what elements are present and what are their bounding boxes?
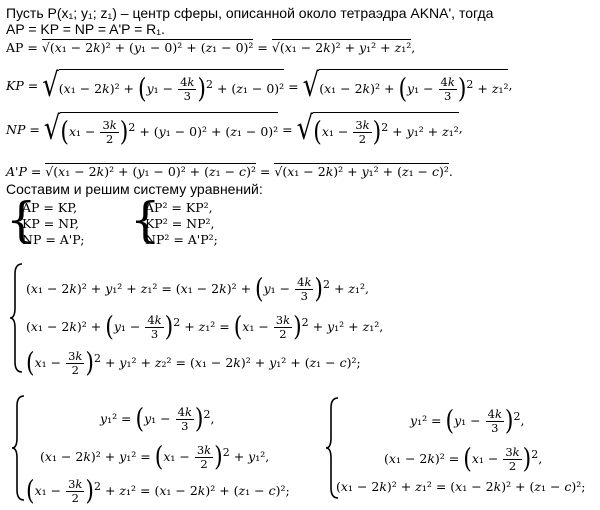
- system3-brace: [10, 394, 26, 502]
- system2-eq-1: (x₁ − 2k)² + y₁² + z₁² = (x₁ − 2k)² + (y₁ − $\frac{4k}{3}$ )2 + z₁²,: [26, 273, 370, 305]
- system2-eq-3: (x₁ − $\frac{3k}{2}$ )2 + y₁² + z₂² = (x₁ − 2k)² + y₁² + (z₁ − c)²;: [26, 347, 361, 379]
- system2-brace: [8, 262, 24, 374]
- system-intro: Составим и решим систему уравнений:: [6, 181, 263, 197]
- system1-right-eq-2: KP² = NP²,: [145, 216, 215, 231]
- system1-right-brace: {: [130, 192, 161, 248]
- system1-right-eq-3: NP² = A'P²;: [145, 232, 218, 247]
- system4-eq-1: y₁² = (y₁ − $\frac{4k}{3}$ )2,: [410, 405, 525, 437]
- system1-right-eq-1: AP² = KP²,: [145, 200, 213, 215]
- system3-eq-3: (x₁ − $\frac{3k}{2}$ )2 + z₁² = (x₁ − 2k)² + (z₁ − c)²;: [26, 475, 290, 507]
- equation-a1p: A'P = √(x₁ − 2k)² + (y₁ − 0)² + (z₁ − c)² = √(x₁ − 2k)² + y₁² + (z₁ − c)².: [6, 164, 453, 179]
- system4-eq-2: (x₁ − 2k)² = (x₁ − $\frac{3k}{2}$ )2,: [384, 443, 543, 475]
- system1-left-brace: {: [6, 192, 37, 248]
- system2-eq-2: (x₁ − 2k)² + (y₁ − $\frac{4k}{3}$ )2 + z₁² = (x₁ − $\frac{3k}{2}$ )2 + y₁² + z₁²,: [26, 311, 384, 343]
- system1-left-eq-3: NP = A'P;: [22, 232, 85, 247]
- system3-eq-1: y₁² = (y₁ − $\frac{4k}{3}$ )2,: [100, 403, 215, 435]
- intro-line-2: AP = KP = NP = A'P = R₁.: [6, 21, 165, 37]
- equation-ap: AP = √(x₁ − 2k)² + (y₁ − 0)² + (z₁ − 0)² = √(x₁ − 2k)² + y₁² + z₁²,: [6, 40, 416, 55]
- equation-kp: KP = √(x₁ − 2k)² + (y₁ − $\frac{4k}{3}$ )2 + (z₁ − 0)² = √(x₁ − 2k)² + (y₁ − $\frac{4k}{3}$ )2 + z₁²,: [6, 67, 513, 105]
- intro-line-1: Пусть P(x₁; y₁; z₁) – центр сферы, описанной около тетраэдра AKNA', тогда: [6, 5, 494, 21]
- system3-eq-2: (x₁ − 2k)² + y₁² = (x₁ − $\frac{3k}{2}$ )2 + y₁²,: [40, 441, 270, 473]
- system1-left-eq-2: KP = NP,: [22, 216, 79, 231]
- system4-eq-3: (x₁ − 2k)² + z₁² = (x₁ − 2k)² + (z₁ − c)²;: [336, 479, 586, 494]
- equation-np: NP = √(x₁ − $\frac{3k}{2}$ )2 + (y₁ − 0)² + (z₁ − 0)² = √(x₁ − $\frac{3k}{2}$ )2 + y₁² + z₁²,: [6, 110, 463, 148]
- system1-left-eq-1: AP = KP,: [22, 200, 78, 215]
